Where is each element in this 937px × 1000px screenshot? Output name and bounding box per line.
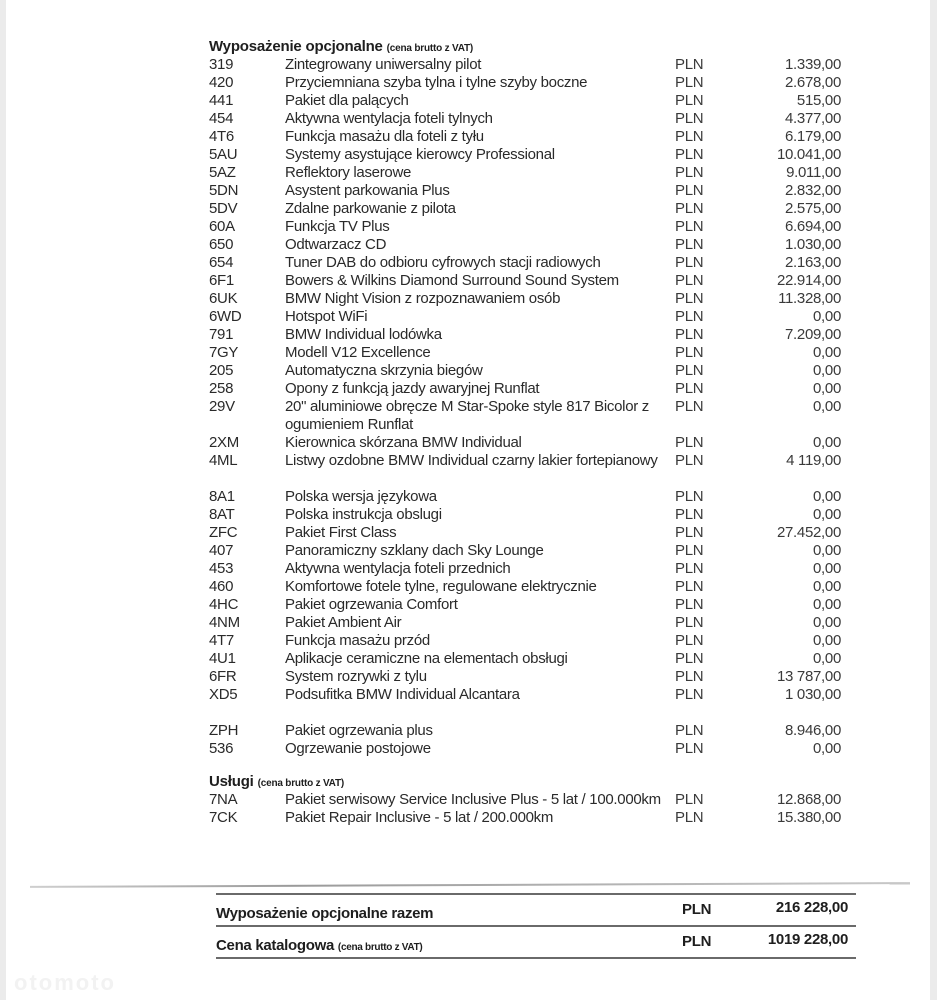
item-amount: 515,00: [796, 92, 841, 109]
line-item: [209, 632, 849, 650]
item-currency: PLN: [675, 560, 704, 577]
item-description: Kierownica skórzana BMW Individual: [285, 434, 522, 451]
item-description: Polska wersja językowa: [285, 488, 437, 505]
item-currency: PLN: [675, 791, 704, 808]
item-amount: 0,00: [813, 434, 841, 451]
item-description: Listwy ozdobne BMW Individual czarny lakier fortepianowy: [285, 452, 658, 469]
watermark: otomoto: [14, 970, 116, 995]
item-code: 6F1: [209, 272, 234, 289]
item-currency: PLN: [675, 236, 704, 253]
item-currency: PLN: [675, 182, 704, 199]
item-amount: 0,00: [813, 542, 841, 559]
item-code: 5DN: [209, 182, 239, 199]
equipment-document: [209, 38, 849, 827]
item-code: 205: [209, 362, 234, 379]
line-item: [209, 398, 849, 434]
item-currency: PLN: [675, 344, 704, 361]
services-list: [209, 791, 849, 827]
line-item: [209, 740, 849, 758]
item-amount: 0,00: [813, 308, 841, 325]
item-amount: 9.011,00: [786, 164, 841, 181]
line-item: [209, 236, 849, 254]
item-code: 5AU: [209, 146, 238, 163]
item-currency: PLN: [675, 650, 704, 667]
item-description: Hotspot WiFi: [285, 308, 368, 325]
line-item: [209, 164, 849, 182]
item-amount: 6.694,00: [785, 218, 841, 235]
item-description: Pakiet Repair Inclusive - 5 lat / 200.000km: [285, 809, 554, 826]
line-item: [209, 92, 849, 110]
item-currency: PLN: [675, 722, 704, 739]
line-item: [209, 668, 849, 686]
item-currency: PLN: [675, 488, 704, 505]
item-code: 7GY: [209, 344, 239, 361]
heading-text: Usługi: [209, 773, 254, 790]
item-code: 536: [209, 740, 234, 757]
currency: PLN: [682, 901, 712, 918]
line-item: [209, 380, 849, 398]
item-currency: PLN: [675, 614, 704, 631]
item-description: Automatyczna skrzynia biegów: [285, 362, 483, 379]
item-currency: PLN: [675, 506, 704, 523]
line-item: [209, 809, 849, 827]
item-code: 420: [209, 74, 234, 91]
line-item: [209, 128, 849, 146]
catalog-price-label: [216, 937, 422, 954]
item-code: 8A1: [209, 488, 235, 505]
line-item: [209, 650, 849, 668]
item-code: 4T6: [209, 128, 234, 145]
line-item: [209, 344, 849, 362]
item-description: 20" aluminiowe obręcze M Star-Spoke style 817 Bicolor z ogumieniem Runflat: [285, 398, 650, 433]
item-currency: PLN: [675, 542, 704, 559]
item-code: 7NA: [209, 791, 238, 808]
item-description: Funkcja masażu przód: [285, 632, 430, 649]
item-description: Pakiet serwisowy Service Inclusive Plus - 5 lat / 100.000km: [285, 791, 661, 808]
item-description: Pakiet First Class: [285, 524, 397, 541]
item-amount: 0,00: [813, 344, 841, 361]
item-amount: 0,00: [813, 596, 841, 613]
line-item: [209, 254, 849, 272]
item-amount: 6.179,00: [785, 128, 841, 145]
item-description: Zdalne parkowanie z pilota: [285, 200, 456, 217]
item-amount: 12.868,00: [776, 791, 841, 808]
item-code: 5AZ: [209, 164, 236, 181]
line-item: [209, 434, 849, 452]
item-code: 6FR: [209, 668, 237, 685]
item-currency: PLN: [675, 92, 704, 109]
item-description: Funkcja masażu dla foteli z tyłu: [285, 128, 484, 145]
item-amount: 15.380,00: [776, 809, 841, 826]
line-item: [209, 326, 849, 344]
item-currency: PLN: [675, 200, 704, 217]
item-description: System rozrywki z tylu: [285, 668, 427, 685]
catalog-price-label-text: Cena katalogowa: [216, 937, 335, 954]
item-currency: PLN: [675, 110, 704, 127]
item-description: Komfortowe fotele tylne, regulowane elektrycznie: [285, 578, 597, 595]
item-code: 29V: [209, 398, 235, 415]
item-description: Polska instrukcja obslugi: [285, 506, 442, 523]
heading-text: Wyposażenie opcjonalne: [209, 38, 383, 55]
item-description: Aktywna wentylacja foteli tylnych: [285, 110, 493, 127]
item-code: 453: [209, 560, 234, 577]
item-currency: PLN: [675, 740, 704, 757]
item-currency: PLN: [675, 56, 704, 73]
catalog-price-subtitle: (cena brutto z VAT): [337, 942, 423, 953]
line-item: [209, 578, 849, 596]
item-description: Funkcja TV Plus: [285, 218, 390, 235]
item-code: 4T7: [209, 632, 234, 649]
item-amount: 0,00: [813, 506, 841, 523]
item-amount: 0,00: [813, 488, 841, 505]
divider: [216, 957, 856, 959]
page-edge-right: [930, 0, 937, 1000]
line-item: [209, 560, 849, 578]
currency: PLN: [682, 933, 712, 950]
line-item: [209, 596, 849, 614]
item-description: Aplikacje ceramiczne na elementach obsługi: [285, 650, 568, 667]
item-amount: 0,00: [813, 650, 841, 667]
item-code: 441: [209, 92, 234, 109]
item-description: Podsufitka BMW Individual Alcantara: [285, 686, 520, 703]
item-amount: 4.377,00: [785, 110, 841, 127]
optional-total-amount: 216 228,00: [775, 899, 848, 916]
item-amount: 0,00: [813, 362, 841, 379]
line-item: [209, 362, 849, 380]
optional-total-row: [216, 895, 856, 925]
item-amount: 0,00: [813, 632, 841, 649]
line-item: [209, 452, 849, 470]
item-description: Modell V12 Excellence: [285, 344, 431, 361]
item-description: Pakiet Ambient Air: [285, 614, 402, 631]
item-description: Asystent parkowania Plus: [285, 182, 450, 199]
item-amount: 10.041,00: [776, 146, 841, 163]
item-code: 4ML: [209, 452, 238, 469]
item-code: 650: [209, 236, 234, 253]
item-currency: PLN: [675, 686, 704, 703]
item-currency: PLN: [675, 452, 704, 469]
item-code: 7CK: [209, 809, 238, 826]
item-description: Tuner DAB do odbioru cyfrowych stacji radiowych: [285, 254, 601, 271]
item-currency: PLN: [675, 74, 704, 91]
line-item: [209, 524, 849, 542]
item-amount: 0,00: [813, 380, 841, 397]
item-code: 319: [209, 56, 234, 73]
item-code: 654: [209, 254, 234, 271]
item-currency: PLN: [675, 596, 704, 613]
item-code: XD5: [209, 686, 238, 703]
item-amount: 2.163,00: [785, 254, 841, 271]
item-currency: PLN: [675, 326, 704, 343]
item-amount: 2.832,00: [785, 182, 841, 199]
item-code: 6UK: [209, 290, 238, 307]
optional-total-label: Wyposażenie opcjonalne razem: [216, 905, 434, 922]
line-item: [209, 218, 849, 236]
item-description: Pakiet ogrzewania Comfort: [285, 596, 458, 613]
line-item: [209, 200, 849, 218]
item-code: 5DV: [209, 200, 238, 217]
item-currency: PLN: [675, 272, 704, 289]
item-currency: PLN: [675, 524, 704, 541]
item-currency: PLN: [675, 218, 704, 235]
item-code: 4NM: [209, 614, 240, 631]
item-amount: 0,00: [813, 614, 841, 631]
item-amount: 8.946,00: [785, 722, 841, 739]
optional-equipment-list: [209, 56, 849, 758]
totals-block: [216, 893, 856, 959]
item-amount: 11.328,00: [778, 290, 841, 307]
item-amount: 2.678,00: [785, 74, 841, 91]
line-item: [209, 146, 849, 164]
item-amount: 0,00: [813, 740, 841, 757]
item-description: Odtwarzacz CD: [285, 236, 387, 253]
line-item: [209, 506, 849, 524]
item-currency: PLN: [675, 434, 704, 451]
item-code: 407: [209, 542, 234, 559]
item-code: 4HC: [209, 596, 239, 613]
line-item: [209, 290, 849, 308]
item-amount: 2.575,00: [785, 200, 841, 217]
item-code: 6WD: [209, 308, 242, 325]
item-amount: 1.339,00: [785, 56, 841, 73]
item-amount: 4 119,00: [786, 452, 841, 469]
item-code: 60A: [209, 218, 235, 235]
item-code: 2XM: [209, 434, 239, 451]
line-item: [209, 56, 849, 74]
item-description: Panoramiczny szklany dach Sky Lounge: [285, 542, 544, 559]
catalog-price-amount: 1019 228,00: [767, 931, 848, 948]
page-tear-line: [30, 882, 910, 888]
item-code: 4U1: [209, 650, 236, 667]
item-currency: PLN: [675, 632, 704, 649]
optional-equipment-heading: [209, 38, 849, 56]
item-description: Bowers & Wilkins Diamond Surround Sound System: [285, 272, 619, 289]
item-description: BMW Individual lodówka: [285, 326, 442, 343]
item-code: 258: [209, 380, 234, 397]
item-currency: PLN: [675, 146, 704, 163]
line-item: [209, 614, 849, 632]
catalog-price-row: [216, 927, 856, 957]
line-item: [209, 110, 849, 128]
item-currency: PLN: [675, 809, 704, 826]
item-code: 791: [209, 326, 234, 343]
item-description: Zintegrowany uniwersalny pilot: [285, 56, 482, 73]
item-description: Pakiet ogrzewania plus: [285, 722, 433, 739]
item-currency: PLN: [675, 290, 704, 307]
item-currency: PLN: [675, 128, 704, 145]
line-item: [209, 74, 849, 92]
services-heading: [209, 773, 849, 791]
item-code: 8AT: [209, 506, 235, 523]
item-currency: PLN: [675, 668, 704, 685]
item-description: BMW Night Vision z rozpoznawaniem osób: [285, 290, 561, 307]
line-item: [209, 488, 849, 506]
item-amount: 27.452,00: [776, 524, 841, 541]
item-amount: 1 030,00: [785, 686, 841, 703]
item-currency: PLN: [675, 362, 704, 379]
line-item: [209, 182, 849, 200]
item-description: Systemy asystujące kierowcy Professional: [285, 146, 555, 163]
item-description: Pakiet dla palących: [285, 92, 409, 109]
item-amount: 1.030,00: [785, 236, 841, 253]
item-amount: 7.209,00: [785, 326, 841, 343]
item-description: Przyciemniana szyba tylna i tylne szyby boczne: [285, 74, 588, 91]
line-item: [209, 272, 849, 290]
item-description: Ogrzewanie postojowe: [285, 740, 431, 757]
line-item: [209, 791, 849, 809]
item-amount: 0,00: [813, 398, 841, 415]
line-item: [209, 308, 849, 326]
item-currency: PLN: [675, 308, 704, 325]
item-code: ZFC: [209, 524, 238, 541]
line-item: [209, 722, 849, 740]
item-description: Opony z funkcją jazdy awaryjnej Runflat: [285, 380, 540, 397]
item-amount: 13 787,00: [776, 668, 841, 685]
item-description: Aktywna wentylacja foteli przednich: [285, 560, 511, 577]
line-item: [209, 686, 849, 704]
item-description: Reflektory laserowe: [285, 164, 412, 181]
item-currency: PLN: [675, 380, 704, 397]
item-currency: PLN: [675, 398, 704, 415]
line-item: [209, 542, 849, 560]
heading-subtitle: (cena brutto z VAT): [386, 43, 474, 54]
item-currency: PLN: [675, 164, 704, 181]
item-amount: 22.914,00: [776, 272, 841, 289]
heading-subtitle: (cena brutto z VAT): [257, 778, 344, 789]
item-currency: PLN: [675, 254, 704, 271]
item-code: ZPH: [209, 722, 239, 739]
page-edge-left: [0, 0, 6, 1000]
item-amount: 0,00: [813, 578, 841, 595]
item-currency: PLN: [675, 578, 704, 595]
item-amount: 0,00: [813, 560, 841, 577]
item-code: 460: [209, 578, 234, 595]
item-code: 454: [209, 110, 234, 127]
